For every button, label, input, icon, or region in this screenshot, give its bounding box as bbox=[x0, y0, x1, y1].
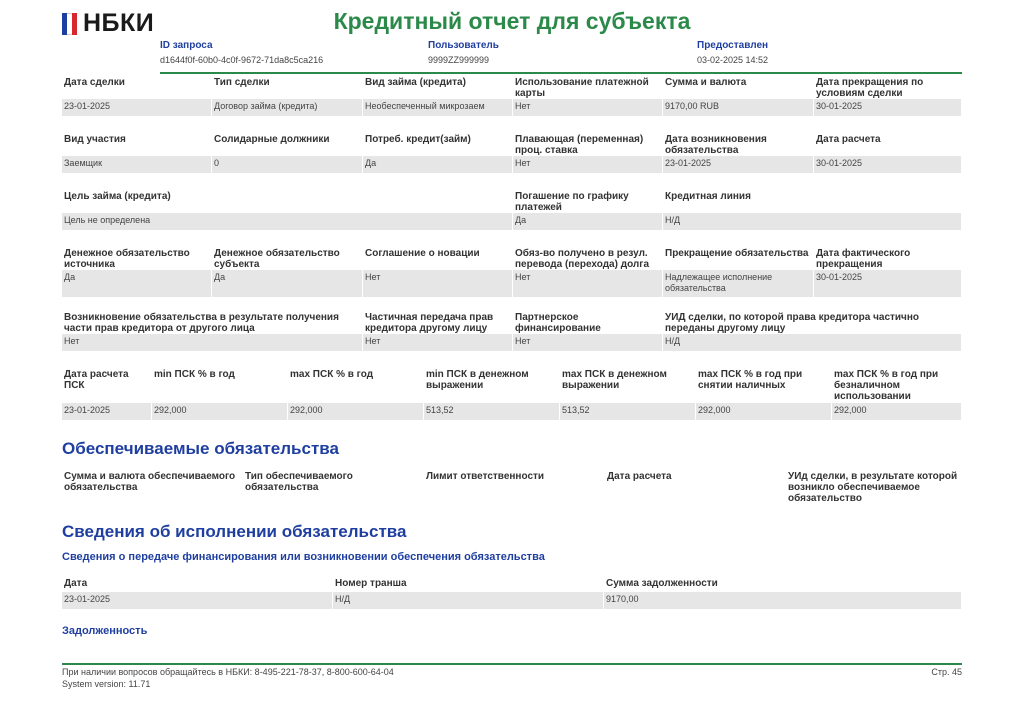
request-id-block bbox=[160, 40, 323, 65]
header-cell: max ПСК % в год при безналичном использовании bbox=[834, 369, 939, 402]
value-cell: Нет bbox=[363, 270, 513, 297]
value-cell: Заемщик bbox=[62, 156, 212, 173]
value-cell: Да bbox=[212, 270, 363, 297]
value-cell: 513,52 bbox=[560, 403, 696, 420]
header-cell: Денежное обязательство субъекта bbox=[214, 248, 340, 270]
value-cell: 23-01-2025 bbox=[62, 99, 212, 116]
header-cell: Тип сделки bbox=[214, 77, 270, 88]
value-cell: Нет bbox=[513, 270, 663, 297]
header-cell: Дата расчета bbox=[607, 471, 672, 482]
header-cell: Плавающая (переменная) проц. ставка bbox=[515, 134, 644, 156]
header-cell: Номер транша bbox=[335, 578, 407, 589]
header-cell: Дата сделки bbox=[64, 77, 125, 88]
header-cell: Солидарные должники bbox=[214, 134, 330, 145]
user-label: Пользователь bbox=[428, 40, 499, 51]
header-cell: Лимит ответственности bbox=[426, 471, 545, 482]
header-cell: УИд сделки, в результате которой возникло обеспечиваемое обязательство bbox=[788, 471, 958, 504]
footer-contact: При наличии вопросов обращайтесь в НБКИ: 8-495-221-78-37, 8-800-600-64-04 bbox=[62, 667, 394, 677]
header-cell: Сумма задолженности bbox=[606, 578, 718, 589]
header-cell: Тип обеспечиваемого обязательства bbox=[245, 471, 353, 493]
header-cell: Использование платежной карты bbox=[515, 77, 649, 99]
deal-info-block bbox=[62, 77, 962, 116]
header-cell: Дата расчета ПСК bbox=[64, 369, 129, 391]
value-cell: Да bbox=[363, 156, 513, 173]
value-cell: 30-01-2025 bbox=[814, 99, 962, 116]
obligation-block bbox=[62, 248, 962, 297]
header-cell: Кредитная линия bbox=[665, 191, 751, 202]
footer-divider bbox=[62, 663, 962, 665]
psk-block bbox=[62, 369, 962, 420]
value-cell: Цель не определена bbox=[62, 213, 513, 230]
header-cell: Возникновение обязательства в результате получения части прав кредитора от другого лица bbox=[64, 312, 339, 334]
participation-block bbox=[62, 134, 962, 173]
header-cell: Дата расчета bbox=[816, 134, 881, 145]
value-cell: 513,52 bbox=[424, 403, 560, 420]
value-cell: 30-01-2025 bbox=[814, 156, 962, 173]
header-cell: Вид участия bbox=[64, 134, 126, 145]
header-cell: Потреб. кредит(займ) bbox=[365, 134, 471, 145]
header-cell: Денежное обязательство источника bbox=[64, 248, 190, 270]
logo-text: НБКИ bbox=[83, 9, 155, 37]
provided-label: Предоставлен bbox=[697, 40, 769, 51]
value-cell: 9170,00 RUB bbox=[663, 99, 814, 116]
header-cell: Сумма и валюта обеспечиваемого обязательства bbox=[64, 471, 236, 493]
value-cell: Нет bbox=[513, 99, 663, 116]
provided-block bbox=[697, 40, 768, 65]
value-cell: 9170,00 bbox=[604, 592, 962, 609]
header-cell: Частичная передача прав кредитора другому лицу bbox=[365, 312, 494, 334]
value-cell: Н/Д bbox=[663, 334, 962, 351]
value-cell: Надлежащее исполнение обязательства bbox=[663, 270, 814, 297]
header-cell: Партнерское финансирование bbox=[515, 312, 601, 334]
value-cell: 292,000 bbox=[832, 403, 962, 420]
value-cell: Н/Д bbox=[663, 213, 962, 230]
value-cell: 30-01-2025 bbox=[814, 270, 962, 297]
value-cell: Да bbox=[62, 270, 212, 297]
value-cell: 23-01-2025 bbox=[62, 403, 152, 420]
header-cell: max ПСК в денежном выражении bbox=[562, 369, 667, 391]
request-id-value: d1644f0f-60b0-4c0f-9672-71da8c5ca216 bbox=[160, 55, 324, 65]
user-block bbox=[428, 40, 499, 65]
secured-obligations-block bbox=[62, 471, 962, 504]
rights-transfer-block bbox=[62, 312, 962, 351]
header-cell: Погашение по графику платежей bbox=[515, 191, 629, 213]
value-cell: 23-01-2025 bbox=[663, 156, 814, 173]
execution-title: Сведения об исполнении обязательства bbox=[62, 522, 407, 541]
header-cell: Сумма и валюта bbox=[665, 77, 747, 88]
value-cell: 0 bbox=[212, 156, 363, 173]
value-cell: Да bbox=[513, 213, 663, 230]
value-cell: 292,000 bbox=[288, 403, 424, 420]
header-cell: Цель займа (кредита) bbox=[64, 191, 171, 202]
value-cell: Нет bbox=[62, 334, 363, 351]
header-cell: Дата прекращения по условиям сделки bbox=[816, 77, 924, 99]
value-cell: 23-01-2025 bbox=[62, 592, 333, 609]
header-divider bbox=[160, 72, 962, 74]
request-id-label: ID запроса bbox=[160, 40, 213, 51]
header-cell: Обяз-во получено в резул. перевода (перехода) долга bbox=[515, 248, 650, 270]
provided-value: 03-02-2025 14:52 bbox=[697, 55, 769, 65]
value-cell: 292,000 bbox=[152, 403, 288, 420]
header-cell: Прекращение обязательства bbox=[665, 248, 809, 259]
execution-block bbox=[62, 578, 962, 609]
value-cell: Нет bbox=[513, 334, 663, 351]
loan-purpose-block bbox=[62, 191, 962, 230]
header-cell: max ПСК % в год при снятии наличных bbox=[698, 369, 803, 391]
secured-obligations-title: Обеспечиваемые обязательства bbox=[62, 439, 339, 458]
value-cell: Н/Д bbox=[333, 592, 604, 609]
value-cell: Договор займа (кредита) bbox=[212, 99, 363, 116]
value-cell: 292,000 bbox=[696, 403, 832, 420]
header-cell: УИД сделки, по которой права кредитора частично переданы другому лицу bbox=[665, 312, 920, 334]
value-cell: Необеспеченный микрозаем bbox=[363, 99, 513, 116]
page-title: Кредитный отчет для субъекта bbox=[333, 8, 691, 34]
header-cell: max ПСК % в год bbox=[290, 369, 374, 380]
execution-subtitle: Сведения о передаче финансирования или возникновении обеспечения обязательства bbox=[62, 551, 545, 563]
header-cell: min ПСК % в год bbox=[154, 369, 235, 380]
header-cell: Вид займа (кредита) bbox=[365, 77, 466, 88]
footer-version: System version: 11.71 bbox=[62, 679, 151, 689]
page-number: Стр. 45 bbox=[931, 667, 962, 677]
value-cell: Нет bbox=[363, 334, 513, 351]
header-cell: Дата bbox=[64, 578, 88, 589]
debt-title: Задолженность bbox=[62, 625, 148, 637]
user-value: 9999ZZ999999 bbox=[428, 55, 490, 65]
header-cell: Соглашение о новации bbox=[365, 248, 480, 259]
header-cell: Дата возникновения обязательства bbox=[665, 134, 767, 156]
header-cell: Дата фактического прекращения bbox=[816, 248, 911, 270]
value-cell: Нет bbox=[513, 156, 663, 173]
header-cell: min ПСК в денежном выражении bbox=[426, 369, 529, 391]
